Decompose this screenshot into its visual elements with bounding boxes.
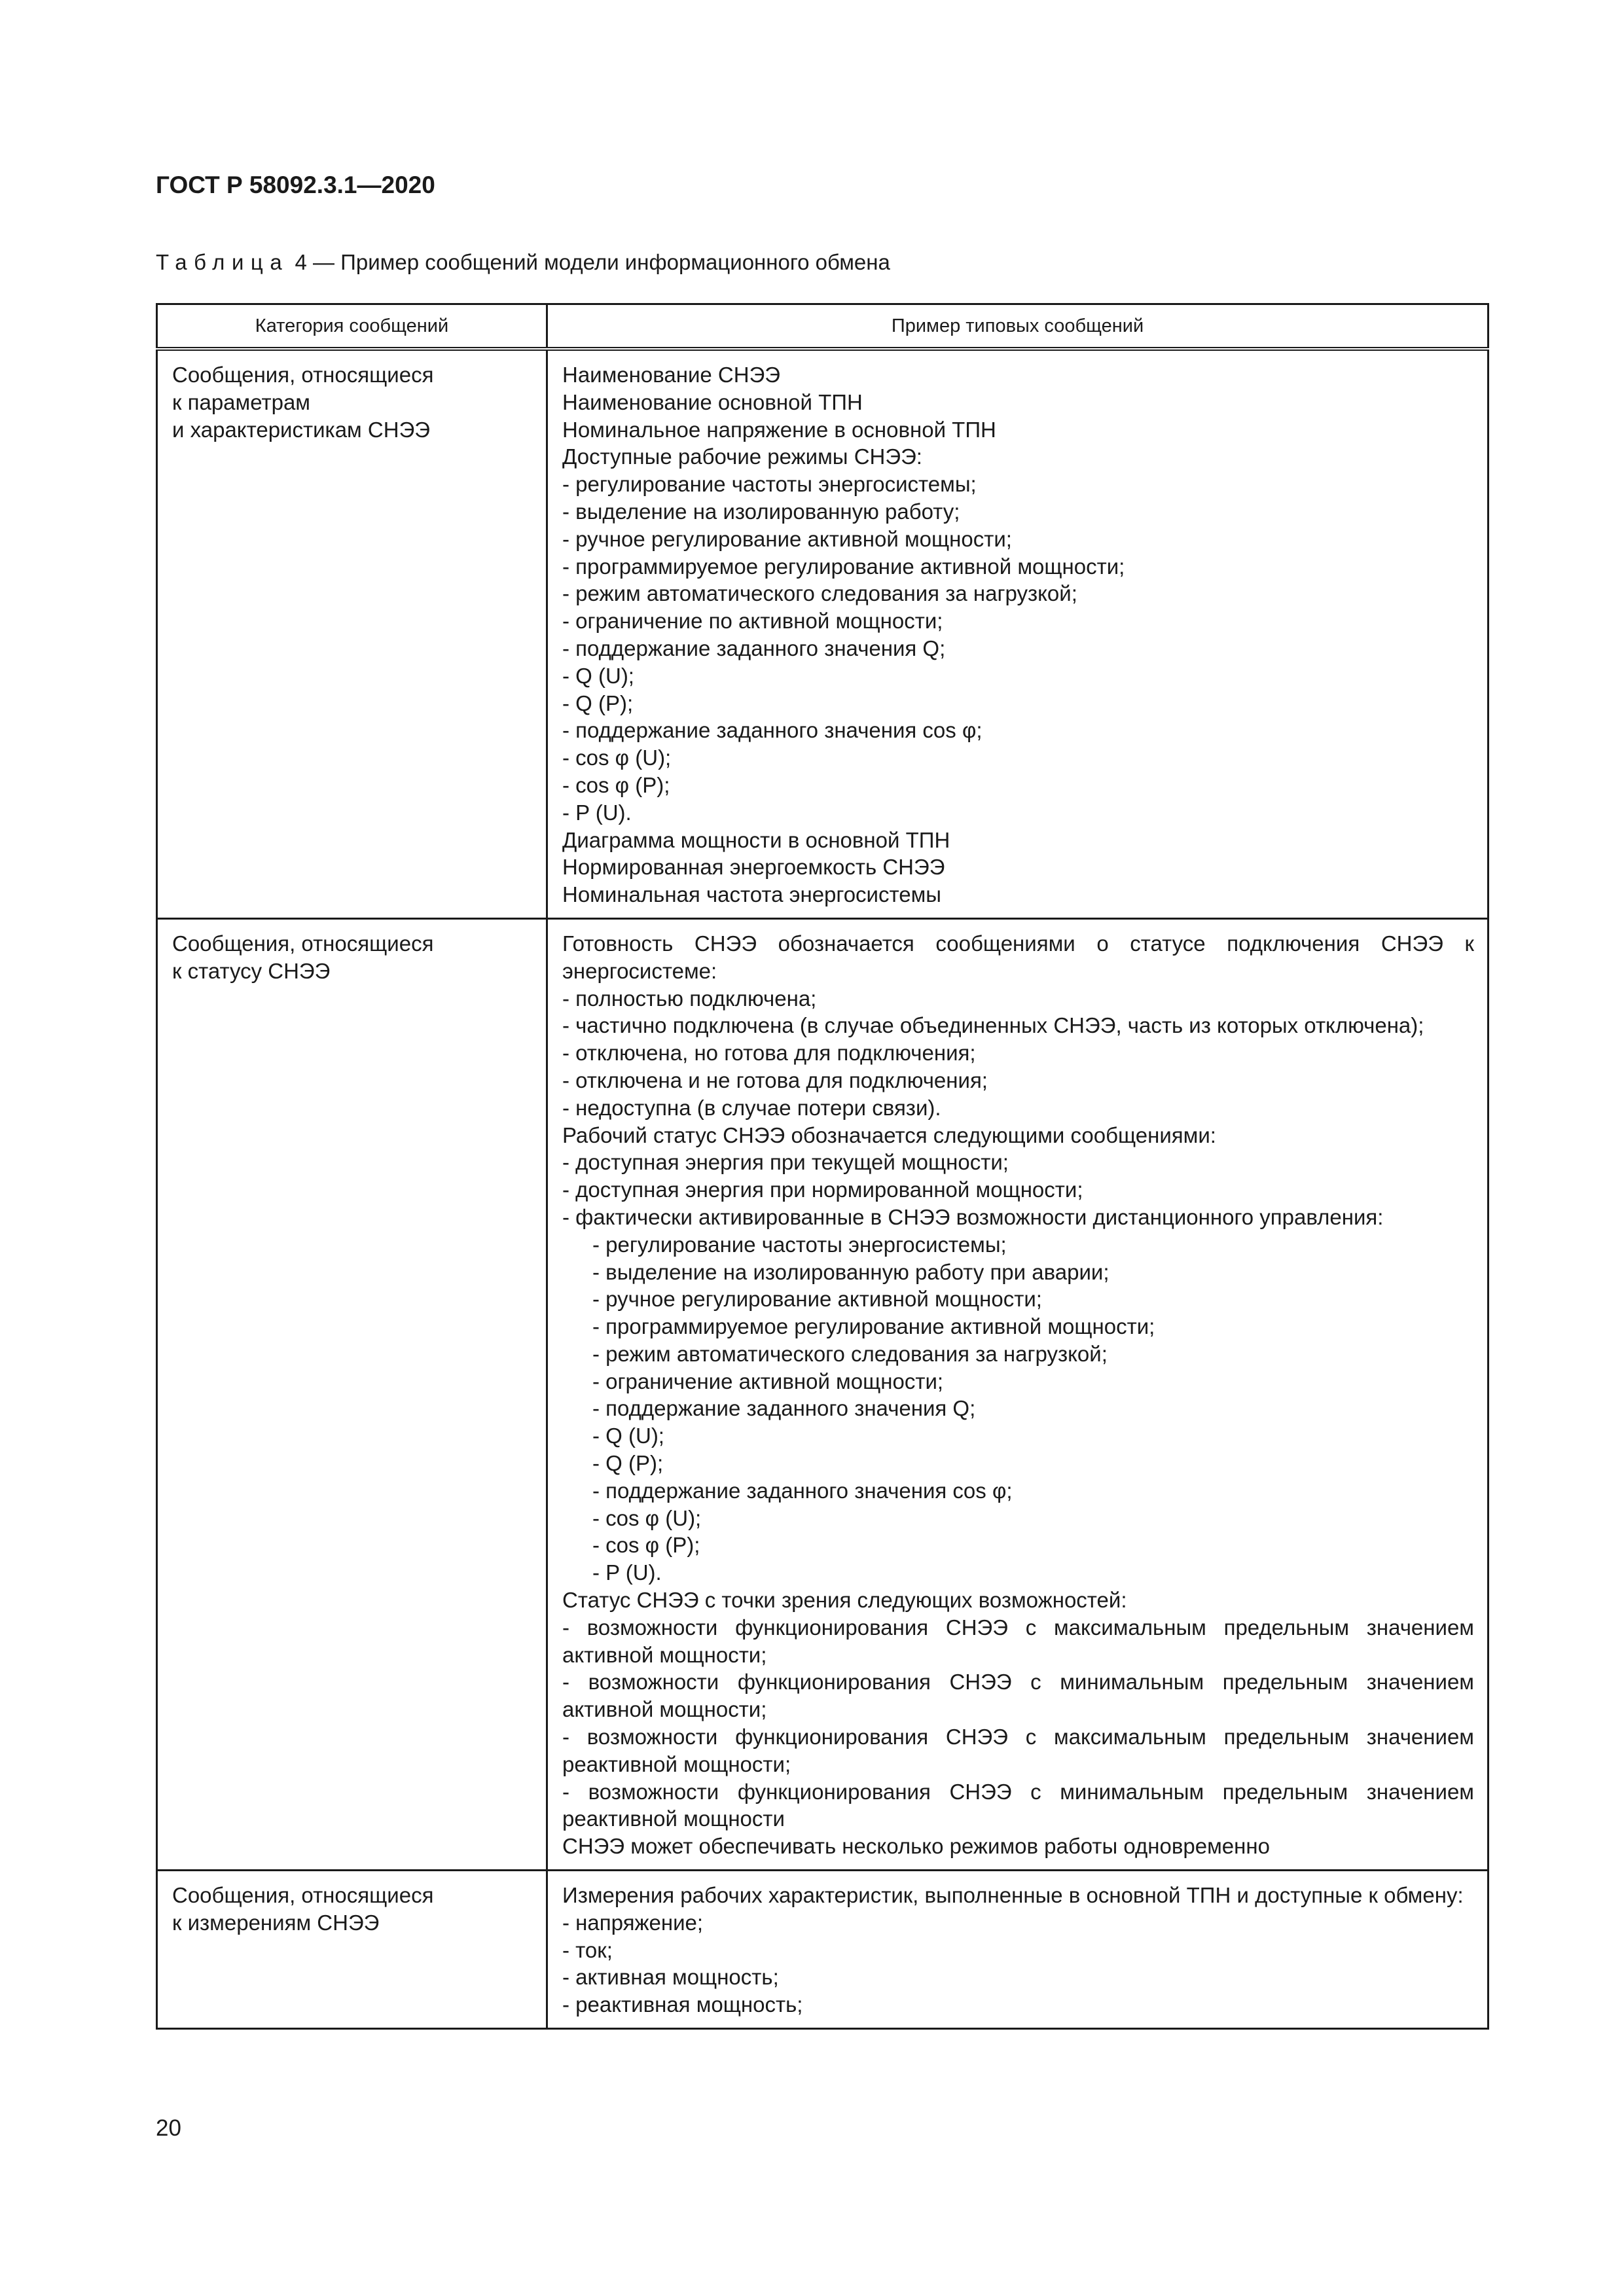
sub-list-item: - ограничение активной мощности;	[592, 1369, 944, 1393]
sub-list-item: - поддержание заданного значения Q;	[592, 1396, 976, 1421]
table-caption-label: Таблица	[156, 250, 289, 274]
list-item: Статус СНЭЭ с точки зрения следующих возможностей:	[562, 1588, 1127, 1613]
list-item: - регулирование частоты энергосистемы;	[562, 472, 977, 497]
table-header-row	[157, 304, 1489, 350]
sub-list-item: - выделение на изолированную работу при аварии;	[592, 1259, 1110, 1284]
list-item: Доступные рабочие режимы СНЭЭ:	[562, 444, 922, 469]
list-item: - возможности функционирования СНЭЭ с минимальным предельным значением активной мощности;	[562, 1670, 1474, 1722]
list-item: - программируемое регулирование активной мощности;	[562, 554, 1125, 579]
list-item: - полностью подключена;	[562, 986, 817, 1011]
list-item: Номинальная частота энергосистемы	[562, 882, 941, 907]
list-item: - Q (U);	[562, 663, 634, 688]
list-item: Рабочий статус СНЭЭ обозначается следующими сообщениями:	[562, 1122, 1216, 1147]
list-item: - ограничение по активной мощности;	[562, 609, 943, 634]
list-item: Готовность СНЭЭ обозначается сообщениями о статусе подключения СНЭЭ к энергосистеме:	[562, 931, 1474, 983]
list-item: - Q (P);	[562, 691, 634, 715]
list-item: - активная мощность;	[562, 1965, 779, 1990]
column-header-category: Категория сообщений	[157, 304, 547, 350]
list-item: Нормированная энергоемкость СНЭЭ	[562, 855, 945, 880]
list-item: - режим автоматического следования за нагрузкой;	[562, 581, 1077, 606]
table-body	[157, 349, 1489, 2029]
table-row	[157, 918, 1489, 1870]
list-item: - доступная энергия при текущей мощности;	[562, 1150, 1009, 1175]
list-item: - фактически активированные в СНЭЭ возможности дистанционного управления:	[562, 1204, 1384, 1229]
list-item: - ручное регулирование активной мощности;	[562, 526, 1012, 551]
list-item: - отключена и не готова для подключения;	[562, 1067, 988, 1092]
list-item: Наименование основной ТПН	[562, 389, 863, 414]
list-item: - cos φ (U);	[562, 745, 672, 770]
sub-list-item: - программируемое регулирование активной мощности;	[592, 1314, 1155, 1339]
list-item: Номинальное напряжение в основной ТПН	[562, 417, 996, 442]
category-cell: Сообщения, относящиеся к параметрам и характеристикам СНЭЭ	[157, 349, 547, 918]
examples-cell	[547, 1871, 1489, 2029]
column-header-examples: Пример типовых сообщений	[547, 304, 1489, 350]
category-cell: Сообщения, относящиеся к статусу СНЭЭ	[157, 918, 547, 1870]
list-item: - возможности функционирования СНЭЭ с максимальным предельным значением реактивной мощности;	[562, 1725, 1474, 1776]
sub-list-item: - регулирование частоты энергосистемы;	[592, 1232, 1007, 1257]
messages-table	[156, 303, 1489, 2030]
list-item: СНЭЭ может обеспечивать несколько режимов работы одновременно	[562, 1834, 1270, 1859]
list-item: Диаграмма мощности в основной ТПН	[562, 827, 950, 852]
table-caption-text: 4 — Пример сообщений модели информационного обмена	[295, 250, 890, 274]
list-item: - ток;	[562, 1937, 613, 1962]
list-item: Измерения рабочих характеристик, выполненные в основной ТПН и доступные к обмену:	[562, 1883, 1464, 1908]
list-item: - отключена, но готова для подключения;	[562, 1041, 976, 1066]
list-item: - выделение на изолированную работу;	[562, 499, 960, 524]
sub-list-item: - ручное регулирование активной мощности;	[592, 1287, 1042, 1312]
list-item: - поддержание заданного значения cos φ;	[562, 718, 983, 743]
examples-cell	[547, 349, 1489, 918]
table-caption	[156, 250, 890, 275]
list-item: - возможности функционирования СНЭЭ с максимальным предельным значением активной мощности;	[562, 1615, 1474, 1667]
page-number: 20	[156, 2115, 181, 2141]
sub-list-item: - Q (U);	[592, 1424, 664, 1448]
list-item: - P (U).	[562, 800, 632, 825]
list-item: - поддержание заданного значения Q;	[562, 636, 946, 660]
list-item: - cos φ (P);	[562, 772, 670, 797]
list-item: - реактивная мощность;	[562, 1992, 803, 2017]
table-row	[157, 1871, 1489, 2029]
sub-list-item: - поддержание заданного значения cos φ;	[592, 1478, 1013, 1503]
list-item: - возможности функционирования СНЭЭ с минимальным предельным значением реактивной мощности	[562, 1779, 1474, 1831]
list-item: - доступная энергия при нормированной мощности;	[562, 1177, 1083, 1202]
list-item: Наименование СНЭЭ	[562, 363, 781, 387]
sub-list-item: - режим автоматического следования за нагрузкой;	[592, 1341, 1108, 1366]
sub-list-item: - Q (P);	[592, 1451, 664, 1476]
list-item: - напряжение;	[562, 1910, 704, 1935]
list-item: - частично подключена (в случае объединенных СНЭЭ, часть из которых отключена);	[562, 1013, 1424, 1038]
table-row	[157, 349, 1489, 918]
list-item: - недоступна (в случае потери связи).	[562, 1095, 941, 1120]
examples-cell	[547, 918, 1489, 1870]
sub-list-item: - cos φ (P);	[592, 1533, 700, 1558]
sub-list-item: - cos φ (U);	[592, 1505, 702, 1530]
document-code: ГОСТ Р 58092.3.1—2020	[156, 171, 435, 198]
sub-list-item: - P (U).	[592, 1560, 662, 1585]
category-cell: Сообщения, относящиеся к измерениям СНЭЭ	[157, 1871, 547, 2029]
